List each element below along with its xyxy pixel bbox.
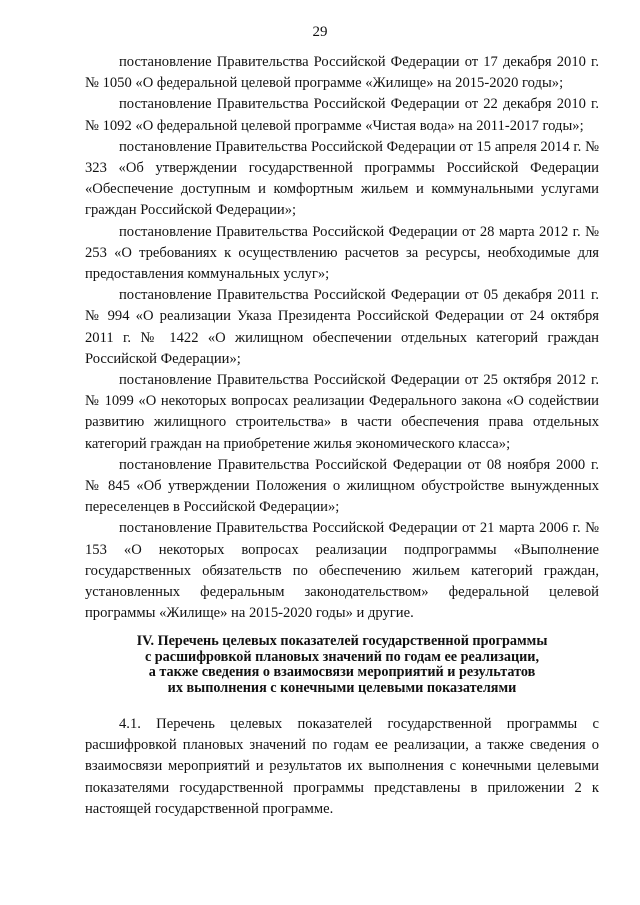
decree-item: постановление Правительства Российской Федерации от 15 апреля 2014 г. № 323 «Об утверждении государственной программы Российской Федерации «Обеспечение доступным и комфортным жильем и коммунальными услугами граждан Российской Федерации»; — [85, 138, 599, 219]
decree-list — [85, 52, 599, 624]
section-heading-line: IV. Перечень целевых показателей государственной программы — [136, 633, 548, 649]
paragraph-4-1: 4.1. Перечень целевых показателей государственной программы с расшифровкой плановых значений по годам ее реализации, а также сведения о взаимосвязи мероприятий и результатов их выполнения с конечными целевыми показателями государственной программы представлены в приложении 2 к настоящей государственной программе. — [85, 716, 599, 817]
decree-item: постановление Правительства Российской Федерации от 17 декабря 2010 г. № 1050 «О федеральной целевой программе «Жилище» на 2015-2020 годы»; — [85, 54, 599, 92]
decree-item: постановление Правительства Российской Федерации от 22 декабря 2010 г. № 1092 «О федеральной целевой программе «Чистая вода» на 2011-2017 годы»; — [85, 96, 599, 134]
decree-item: постановление Правительства Российской Федерации от 25 октября 2012 г. № 1099 «О некоторых вопросах реализации Федерального закона «О содействии развитию жилищного строительства» в части обеспечения права отдельных категорий граждан на приобретение жилья экономического класса»; — [85, 372, 599, 452]
page-number: 29 — [312, 24, 328, 40]
section-heading — [85, 634, 599, 696]
section-heading-line: их выполнения с конечными целевыми показателями — [167, 679, 517, 696]
section-heading-line: с расшифровкой плановых значений по годам ее реализации, — [144, 648, 540, 665]
decree-item: постановление Правительства Российской Федерации от 28 марта 2012 г. № 253 «О требованиях к осуществлению расчетов за ресурсы, необходимые для предоставления коммунальных услуг»; — [85, 223, 599, 283]
section-heading-line: а также сведения о взаимосвязи мероприятий и результатов — [148, 664, 536, 681]
decree-item: постановление Правительства Российской Федерации от 08 ноября 2000 г. № 845 «Об утверждении Положения о жилищном обустройстве вынужденных переселенцев в Российской Федерации»; — [85, 456, 599, 516]
decree-item: постановление Правительства Российской Федерации от 21 марта 2006 г. № 153 «О некоторых вопросах реализации подпрограммы «Выполнение государственных обязательств по обеспечению жильем категорий граждан, установленных федеральным законодательством» федеральной целевой программы «Жилище» на 2015-2020 годы» и другие. — [85, 520, 599, 622]
decree-item: постановление Правительства Российской Федерации от 05 декабря 2011 г. № 994 «О реализации Указа Президента Российской Федерации от 24 октября 2011 г. № 1422 «О жилищном обеспечении отдельных категорий граждан Российской Федерации»; — [85, 287, 599, 367]
